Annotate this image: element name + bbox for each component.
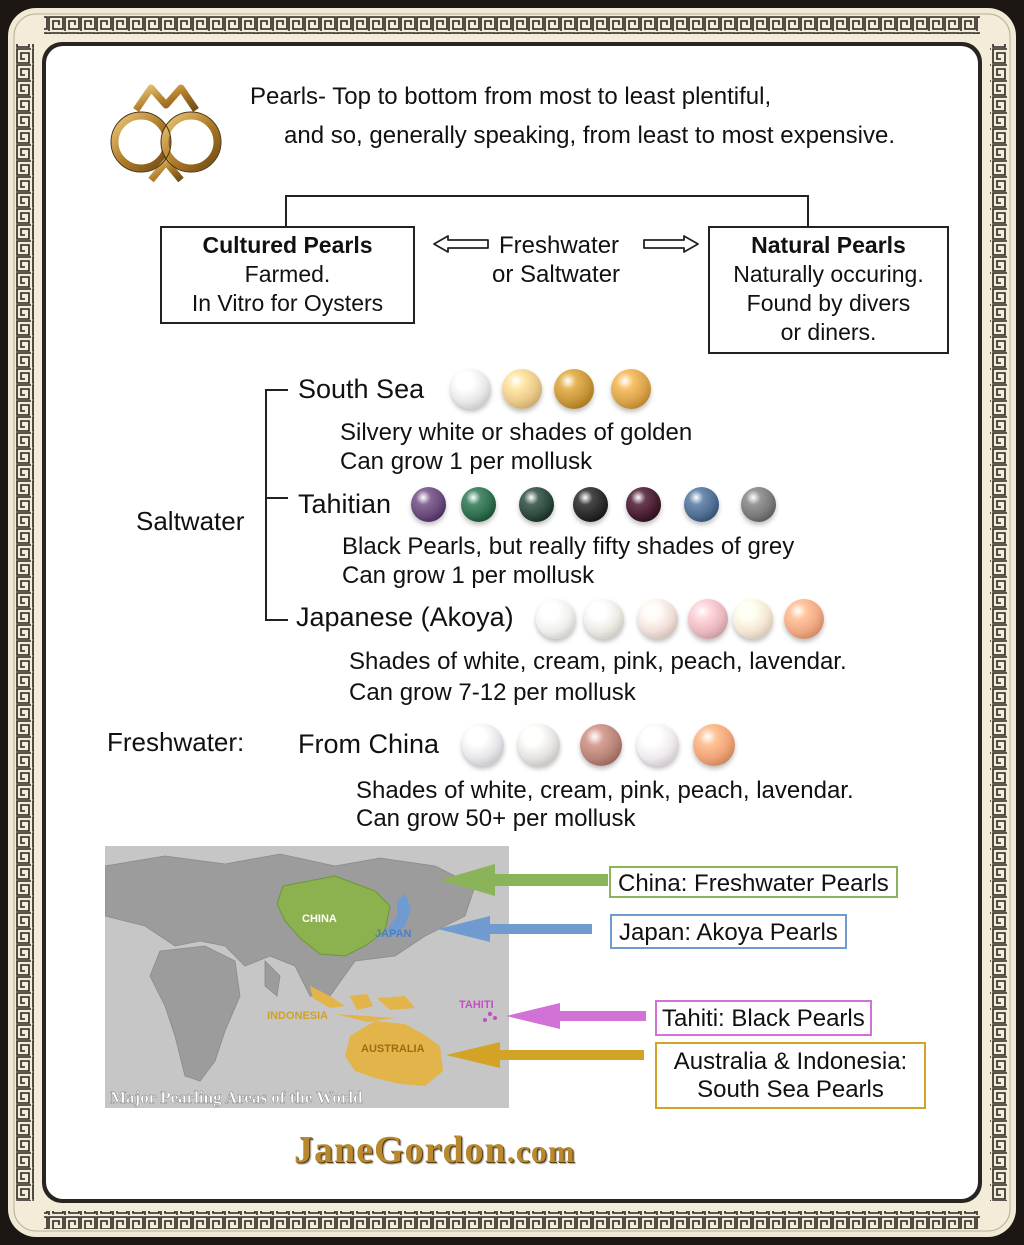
header-line-2: and so, generally speaking, from least to most expensive. [284, 122, 895, 149]
pearl-swatch [411, 487, 446, 522]
south-sea-name: South Sea [298, 374, 425, 404]
tahitian-name: Tahitian [298, 489, 392, 519]
natural-pearls-box [708, 226, 949, 354]
cultured-line-1: Farmed. [244, 261, 331, 287]
pearl-swatch [573, 487, 608, 522]
map-label-china: CHINA [302, 913, 337, 925]
map-label-indonesia: INDONESIA [267, 1010, 329, 1022]
left-arrow-icon [432, 234, 492, 254]
pearl-swatch [637, 724, 679, 766]
knot-logo [96, 80, 246, 190]
natural-line-1: Naturally occuring. [733, 261, 924, 287]
legend-tahiti: Tahiti: Black Pearls [655, 1000, 872, 1036]
legend-china: China: Freshwater Pearls [609, 866, 898, 898]
right-arrow-icon [640, 234, 700, 254]
pearl-swatch [580, 724, 622, 766]
pearl-swatch [462, 724, 504, 766]
pearl-swatch [451, 369, 491, 409]
south-sea-desc-2: Can grow 1 per mollusk [340, 448, 593, 475]
map-label-tahiti: TAHITI [459, 999, 494, 1011]
pearl-swatch [536, 599, 576, 639]
akoya-desc-1: Shades of white, cream, pink, peach, lavendar. [349, 648, 847, 675]
legend-australia-line-2: South Sea Pearls [697, 1076, 884, 1103]
pearl-swatch [584, 599, 624, 639]
cultured-pearls-box [160, 226, 415, 324]
akoya-name: Japanese (Akoya) [296, 602, 514, 632]
header-line-1: Pearls- Top to bottom from most to least plentiful, [250, 83, 772, 110]
pearl-swatch [554, 369, 594, 409]
map-title: Major Pearling Areas of the World [110, 1088, 363, 1107]
china-desc-1: Shades of white, cream, pink, peach, lavendar. [356, 777, 854, 804]
china-name: From China [298, 729, 440, 759]
top-bracket [280, 190, 820, 230]
map-label-australia: AUSTRALIA [361, 1043, 425, 1055]
pearl-swatch [461, 487, 496, 522]
cultured-title: Cultured Pearls [202, 232, 373, 258]
arrow-japan [438, 916, 592, 942]
legend-australia-line-1: Australia & Indonesia: [673, 1048, 908, 1075]
arrow-china [440, 864, 608, 896]
pearl-swatch [519, 487, 554, 522]
pearl-swatch [733, 599, 773, 639]
south-sea-desc-1: Silvery white or shades of golden [340, 419, 693, 446]
pearl-swatch [684, 487, 719, 522]
pearl-swatch [688, 599, 728, 639]
natural-line-2: Found by divers [746, 290, 911, 316]
arrow-australia [446, 1042, 644, 1068]
map-label-japan: JAPAN [375, 928, 412, 940]
brand-second: Gordon [374, 1129, 507, 1171]
middle-line-2: or Saltwater [492, 261, 621, 288]
cultured-line-2: In Vitro for Oysters [191, 290, 384, 316]
tahitian-desc-2: Can grow 1 per mollusk [342, 562, 595, 589]
china-desc-2: Can grow 50+ per mollusk [356, 805, 636, 832]
brand-logo [294, 1128, 576, 1172]
akoya-desc-2: Can grow 7-12 per mollusk [349, 679, 636, 706]
legend-australia [655, 1042, 926, 1109]
legend-japan: Japan: Akoya Pearls [610, 914, 847, 949]
brand-first: Jane [294, 1129, 374, 1171]
tahitian-desc-1: Black Pearls, but really fifty shades of grey [342, 533, 795, 560]
pearl-swatch [502, 369, 542, 409]
natural-title: Natural Pearls [751, 232, 906, 258]
natural-line-3: or diners. [780, 319, 877, 345]
pearl-swatch [741, 487, 776, 522]
brand-suffix: .com [506, 1133, 576, 1169]
pearl-swatch [784, 599, 824, 639]
pearl-swatch [626, 487, 661, 522]
pearl-swatch [638, 599, 678, 639]
pearl-swatch [693, 724, 735, 766]
pearl-swatch [611, 369, 651, 409]
freshwater-label: Freshwater: [107, 727, 245, 757]
middle-line-1: Freshwater [499, 232, 620, 259]
pearl-swatch [518, 724, 560, 766]
saltwater-label: Saltwater [136, 506, 245, 536]
arrow-tahiti [506, 1003, 646, 1029]
